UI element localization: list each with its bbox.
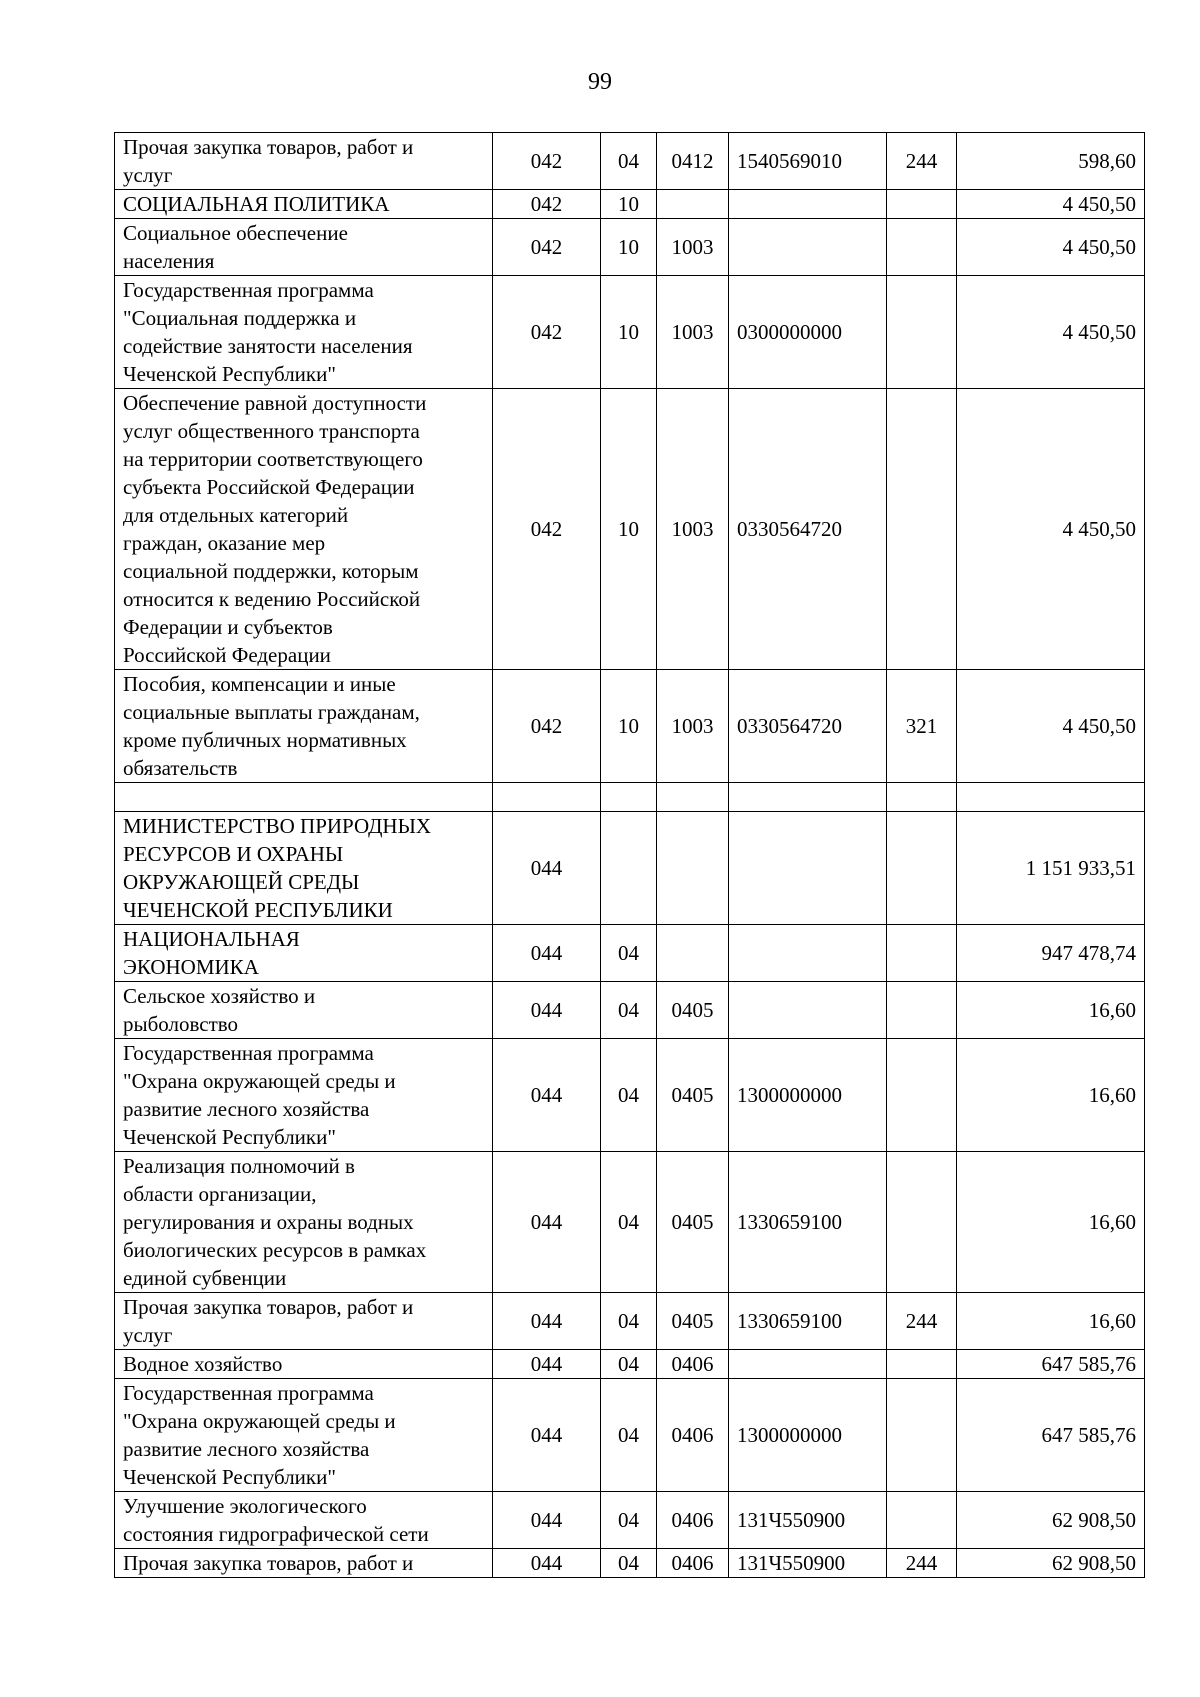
expense-type-cell [887, 925, 957, 982]
expense-type-cell [887, 1350, 957, 1379]
ministry-code-cell: 044 [493, 1549, 601, 1578]
amount-cell: 647 585,76 [957, 1379, 1145, 1492]
subsection-code-cell [657, 812, 729, 925]
target-article-cell: 1540569010 [729, 133, 887, 190]
amount-cell: 4 450,50 [957, 670, 1145, 783]
ministry-code-cell: 044 [493, 1492, 601, 1549]
section-code-cell: 10 [601, 190, 657, 219]
row-name-cell: Прочая закупка товаров, работ и услуг [115, 1293, 493, 1350]
target-article-cell: 1300000000 [729, 1379, 887, 1492]
section-code-cell: 04 [601, 1293, 657, 1350]
table-row [115, 982, 1145, 1039]
row-name-cell: Сельское хозяйство и рыболовство [115, 982, 493, 1039]
amount-cell: 4 450,50 [957, 389, 1145, 670]
row-name-cell: Водное хозяйство [115, 1350, 493, 1379]
table-row [115, 389, 1145, 670]
expense-type-cell: 244 [887, 133, 957, 190]
ministry-code-cell: 044 [493, 982, 601, 1039]
subsection-code-cell [657, 925, 729, 982]
ministry-code-cell: 044 [493, 1350, 601, 1379]
table-row [115, 1549, 1145, 1578]
ministry-code-cell: 044 [493, 1039, 601, 1152]
expense-type-cell [887, 783, 957, 812]
amount-cell: 16,60 [957, 1152, 1145, 1293]
expense-type-cell [887, 1039, 957, 1152]
expense-type-cell: 321 [887, 670, 957, 783]
section-code-cell [601, 812, 657, 925]
section-code-cell: 04 [601, 1492, 657, 1549]
amount-cell: 62 908,50 [957, 1549, 1145, 1578]
target-article-cell [729, 925, 887, 982]
target-article-cell [729, 219, 887, 276]
section-code-cell: 04 [601, 1152, 657, 1293]
subsection-code-cell: 0406 [657, 1379, 729, 1492]
section-code-cell: 04 [601, 925, 657, 982]
row-name-cell: Государственная программа "Охрана окружающей среды и развитие лесного хозяйства Чеченской Республики" [115, 1379, 493, 1492]
target-article-cell [729, 1350, 887, 1379]
section-code-cell: 04 [601, 1549, 657, 1578]
section-code-cell [601, 783, 657, 812]
subsection-code-cell: 0405 [657, 1039, 729, 1152]
table-row [115, 219, 1145, 276]
subsection-code-cell: 0412 [657, 133, 729, 190]
ministry-code-cell: 044 [493, 1152, 601, 1293]
section-code-cell: 10 [601, 389, 657, 670]
section-code-cell: 04 [601, 1379, 657, 1492]
amount-cell [957, 783, 1145, 812]
ministry-code-cell: 044 [493, 925, 601, 982]
subsection-code-cell: 0405 [657, 982, 729, 1039]
table-row [115, 1379, 1145, 1492]
expense-type-cell [887, 1152, 957, 1293]
amount-cell: 598,60 [957, 133, 1145, 190]
row-name-cell: Обеспечение равной доступности услуг общественного транспорта на территории соответствующего субъекта Российской Федерации для отдельных категорий граждан, оказание мер социальной поддержки, которым относится к ведению Российской Федерации и субъектов Российской Федерации [115, 389, 493, 670]
amount-cell: 4 450,50 [957, 276, 1145, 389]
table-row [115, 1152, 1145, 1293]
row-name-cell [115, 783, 493, 812]
target-article-cell: 1330659100 [729, 1293, 887, 1350]
amount-cell: 62 908,50 [957, 1492, 1145, 1549]
row-name-cell: Реализация полномочий в области организации, регулирования и охраны водных биологических ресурсов в рамках единой субвенции [115, 1152, 493, 1293]
budget-table [114, 132, 1145, 1578]
expense-type-cell [887, 219, 957, 276]
expense-type-cell [887, 190, 957, 219]
subsection-code-cell: 1003 [657, 670, 729, 783]
section-code-cell: 04 [601, 1350, 657, 1379]
table-row [115, 1492, 1145, 1549]
subsection-code-cell: 0405 [657, 1152, 729, 1293]
target-article-cell: 0330564720 [729, 670, 887, 783]
expense-type-cell [887, 389, 957, 670]
table-row [115, 925, 1145, 982]
target-article-cell [729, 190, 887, 219]
target-article-cell [729, 783, 887, 812]
row-name-cell: СОЦИАЛЬНАЯ ПОЛИТИКА [115, 190, 493, 219]
table-row [115, 1350, 1145, 1379]
row-name-cell: Пособия, компенсации и иные социальные выплаты гражданам, кроме публичных нормативных обязательств [115, 670, 493, 783]
table-row [115, 276, 1145, 389]
target-article-cell [729, 982, 887, 1039]
expense-type-cell [887, 982, 957, 1039]
table-row [115, 190, 1145, 219]
expense-type-cell: 244 [887, 1549, 957, 1578]
ministry-code-cell: 042 [493, 276, 601, 389]
table-row [115, 1039, 1145, 1152]
subsection-code-cell [657, 783, 729, 812]
table-row [115, 670, 1145, 783]
amount-cell: 647 585,76 [957, 1350, 1145, 1379]
expense-type-cell [887, 276, 957, 389]
ministry-code-cell: 044 [493, 1379, 601, 1492]
row-name-cell: Улучшение экологического состояния гидрографической сети [115, 1492, 493, 1549]
expense-type-cell [887, 1492, 957, 1549]
section-code-cell: 10 [601, 670, 657, 783]
target-article-cell: 131Ч550900 [729, 1492, 887, 1549]
table-row [115, 133, 1145, 190]
subsection-code-cell [657, 190, 729, 219]
page-number: 99 [588, 69, 612, 95]
ministry-code-cell: 042 [493, 133, 601, 190]
ministry-code-cell: 042 [493, 670, 601, 783]
target-article-cell: 131Ч550900 [729, 1549, 887, 1578]
subsection-code-cell: 0406 [657, 1549, 729, 1578]
amount-cell: 16,60 [957, 1293, 1145, 1350]
amount-cell: 16,60 [957, 1039, 1145, 1152]
table-row [115, 812, 1145, 925]
ministry-code-cell: 042 [493, 190, 601, 219]
amount-cell: 947 478,74 [957, 925, 1145, 982]
target-article-cell: 0300000000 [729, 276, 887, 389]
row-name-cell: Государственная программа "Охрана окружающей среды и развитие лесного хозяйства Чеченской Республики" [115, 1039, 493, 1152]
row-name-cell: Социальное обеспечение населения [115, 219, 493, 276]
subsection-code-cell: 0406 [657, 1492, 729, 1549]
row-name-cell: МИНИСТЕРСТВО ПРИРОДНЫХ РЕСУРСОВ И ОХРАНЫ ОКРУЖАЮЩЕЙ СРЕДЫ ЧЕЧЕНСКОЙ РЕСПУБЛИКИ [115, 812, 493, 925]
table-row [115, 783, 1145, 812]
subsection-code-cell: 0406 [657, 1350, 729, 1379]
target-article-cell [729, 812, 887, 925]
section-code-cell: 10 [601, 219, 657, 276]
section-code-cell: 10 [601, 276, 657, 389]
subsection-code-cell: 0405 [657, 1293, 729, 1350]
amount-cell: 4 450,50 [957, 219, 1145, 276]
table-row [115, 1293, 1145, 1350]
row-name-cell: Прочая закупка товаров, работ и услуг [115, 133, 493, 190]
row-name-cell: Прочая закупка товаров, работ и [115, 1549, 493, 1578]
expense-type-cell [887, 1379, 957, 1492]
section-code-cell: 04 [601, 982, 657, 1039]
ministry-code-cell: 042 [493, 219, 601, 276]
target-article-cell: 0330564720 [729, 389, 887, 670]
row-name-cell: НАЦИОНАЛЬНАЯ ЭКОНОМИКА [115, 925, 493, 982]
expense-type-cell [887, 812, 957, 925]
section-code-cell: 04 [601, 1039, 657, 1152]
subsection-code-cell: 1003 [657, 389, 729, 670]
target-article-cell: 1330659100 [729, 1152, 887, 1293]
section-code-cell: 04 [601, 133, 657, 190]
table-body [115, 133, 1145, 1578]
ministry-code-cell: 042 [493, 389, 601, 670]
amount-cell: 1 151 933,51 [957, 812, 1145, 925]
subsection-code-cell: 1003 [657, 219, 729, 276]
amount-cell: 16,60 [957, 982, 1145, 1039]
subsection-code-cell: 1003 [657, 276, 729, 389]
ministry-code-cell [493, 783, 601, 812]
ministry-code-cell: 044 [493, 812, 601, 925]
target-article-cell: 1300000000 [729, 1039, 887, 1152]
row-name-cell: Государственная программа "Социальная поддержка и содействие занятости населения Чеченской Республики" [115, 276, 493, 389]
expense-type-cell: 244 [887, 1293, 957, 1350]
amount-cell: 4 450,50 [957, 190, 1145, 219]
ministry-code-cell: 044 [493, 1293, 601, 1350]
